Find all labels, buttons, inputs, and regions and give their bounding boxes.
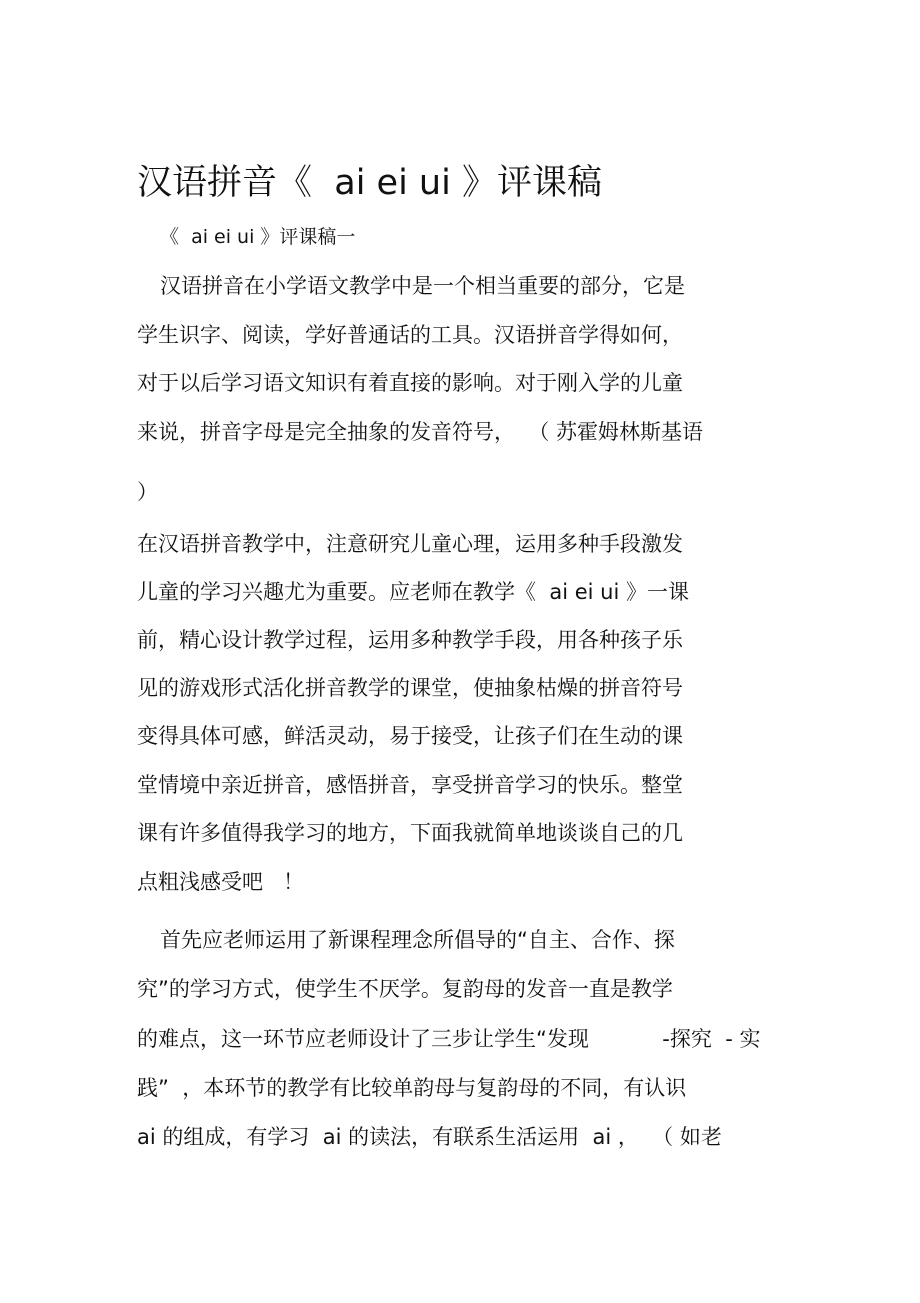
document-title: 汉语拼音《 ai ei ui 》评课稿 xyxy=(137,163,602,203)
text-line: 见的游戏形式活化拼音教学的课堂，使抽象枯燥的拼音符号 xyxy=(137,676,683,700)
text-line: 课有许多值得我学习的地方，下面我就简单地谈谈自己的几 xyxy=(137,821,683,845)
text-line: 践” ，本环节的教学有比较单韵母与复韵母的不同，有认识 xyxy=(137,1076,687,1100)
document-subtitle: 《 ai ei ui 》评课稿一 xyxy=(160,226,356,248)
text-line: 汉语拼音在小学语文教学中是一个相当重要的部分，它是 xyxy=(160,274,685,298)
text-line: ai 的组成，有学习 ai 的读法，有联系生活运用 ai ， （ 如老 xyxy=(137,1125,722,1149)
text-line: 首先应老师运用了新课程理念所倡导的“自主、合作、探 xyxy=(160,928,675,952)
text-line: 的难点，这一环节应老师设计了三步让学生“发现 -探究 - 实 xyxy=(137,1027,761,1051)
text-line: 在汉语拼音教学中，注意研究儿童心理，运用多种手段激发 xyxy=(137,532,683,556)
text-line: 学生识字、阅读，学好普通话的工具。汉语拼音学得如何， xyxy=(137,323,683,347)
text-line: 变得具体可感，鲜活灵动，易于接受，让孩子们在生动的课 xyxy=(137,724,683,748)
text-line: 堂情境中亲近拼音，感悟拼音，享受拼音学习的快乐。整堂 xyxy=(137,773,683,797)
text-line: 儿童的学习兴趣尤为重要。应老师在教学《 ai ei ui 》一课 xyxy=(137,580,689,604)
text-line: ） xyxy=(137,480,158,504)
text-line: 究”的学习方式，使学生不厌学。复韵母的发音一直是教学 xyxy=(137,977,673,1001)
text-line: 前，精心设计教学过程，运用多种教学手段，用各种孩子乐 xyxy=(137,628,683,652)
text-line: 点粗浅感受吧 ！ xyxy=(137,870,305,894)
text-line: 来说，拼音字母是完全抽象的发音符号， （ 苏霍姆林斯基语 xyxy=(137,420,704,444)
text-line: 对于以后学习语文知识有着直接的影响。对于刚入学的儿童 xyxy=(137,371,683,395)
